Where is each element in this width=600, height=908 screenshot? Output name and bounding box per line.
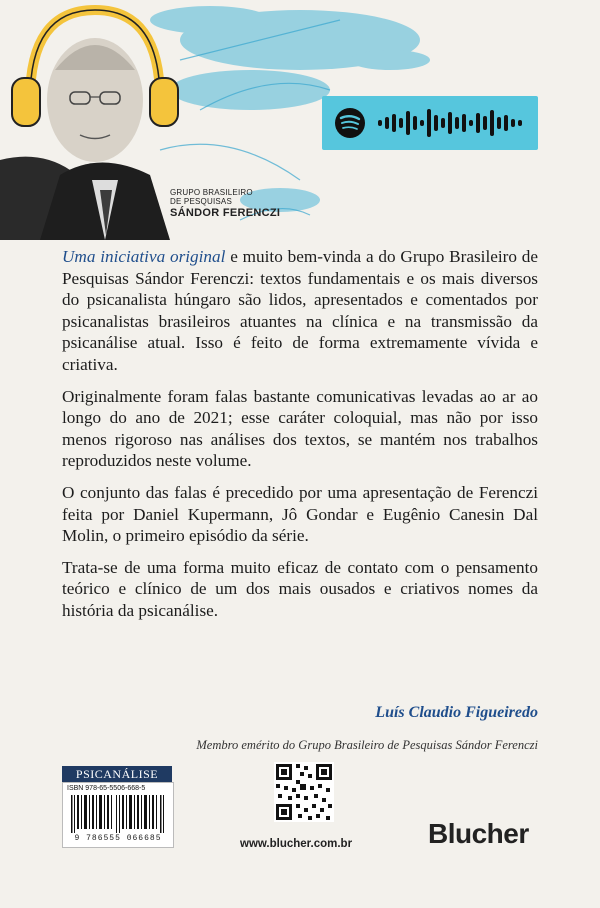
category-badge: PSICANÁLISE — [62, 766, 172, 782]
qr-code-icon[interactable] — [274, 762, 334, 822]
blurb-paragraph-4: Trata-se de uma forma muito eficaz de contato com o pensamento teórico e clínico de um dos mais ousados e criativos nomes da história da psicanálise. — [62, 557, 538, 620]
isbn-digits: 9 786555 066685 — [74, 834, 162, 843]
blurb-paragraph-1 — [62, 246, 538, 376]
isbn-label: ISBN 978-65-5506-668-5 — [67, 785, 146, 792]
isbn-barcode-block — [62, 782, 174, 848]
blurb-paragraph-2: Originalmente foram falas bastante comunicativas levadas ao ar ao longo do ano de 2021; esse caráter coloquial, mas não por isso menos rigoroso nas análises dos textos, se mantém nos trabalhos reproduzidos neste volume. — [62, 386, 538, 471]
publisher-website[interactable]: www.blucher.com.br — [240, 838, 353, 850]
blurb-p1-rest: e muito bem-vinda a do Grupo Brasileiro de Pesquisas Sándor Ferenczi: textos fundamentais e os mais diversos do psicanalista húngaro são lidos, apresentados e comentados por psicanalistas brasileiros atuantes na clínica e na transmissão da psicanálise atual. Isso é feito de forma extremamente vívida e criativa. — [62, 247, 538, 374]
spotify-icon — [335, 108, 365, 138]
spotify-code[interactable] — [322, 96, 538, 150]
spotify-code-bars — [378, 109, 522, 137]
group-logo-name: SÁNDOR FERENCZI — [170, 207, 281, 219]
publisher-logo: Blucher — [428, 818, 529, 849]
barcode-icon — [71, 795, 165, 833]
author-role: Membro emérito do Grupo Brasileiro de Pesquisas Sándor Ferenczi — [196, 738, 538, 752]
group-logo-line2: DE PESQUISAS — [170, 197, 232, 206]
spotify-code-graphic — [322, 96, 538, 150]
group-logo-line1: GRUPO BRASILEIRO — [170, 188, 253, 197]
author-name: Luís Claudio Figueiredo — [375, 704, 538, 721]
header-artwork — [0, 0, 600, 240]
blurb — [62, 246, 538, 632]
ferenczi-portrait — [0, 0, 190, 240]
qr-code-graphic — [274, 762, 334, 822]
blurb-lead: Uma iniciativa original — [62, 247, 226, 266]
blurb-paragraph-3: O conjunto das falas é precedido por uma apresentação de Ferenczi feita por Daniel Kupermann, Jô Gondar e Eugênio Canesin Dal Molin, o primeiro episódio da série. — [62, 482, 538, 546]
group-logo — [170, 188, 280, 219]
